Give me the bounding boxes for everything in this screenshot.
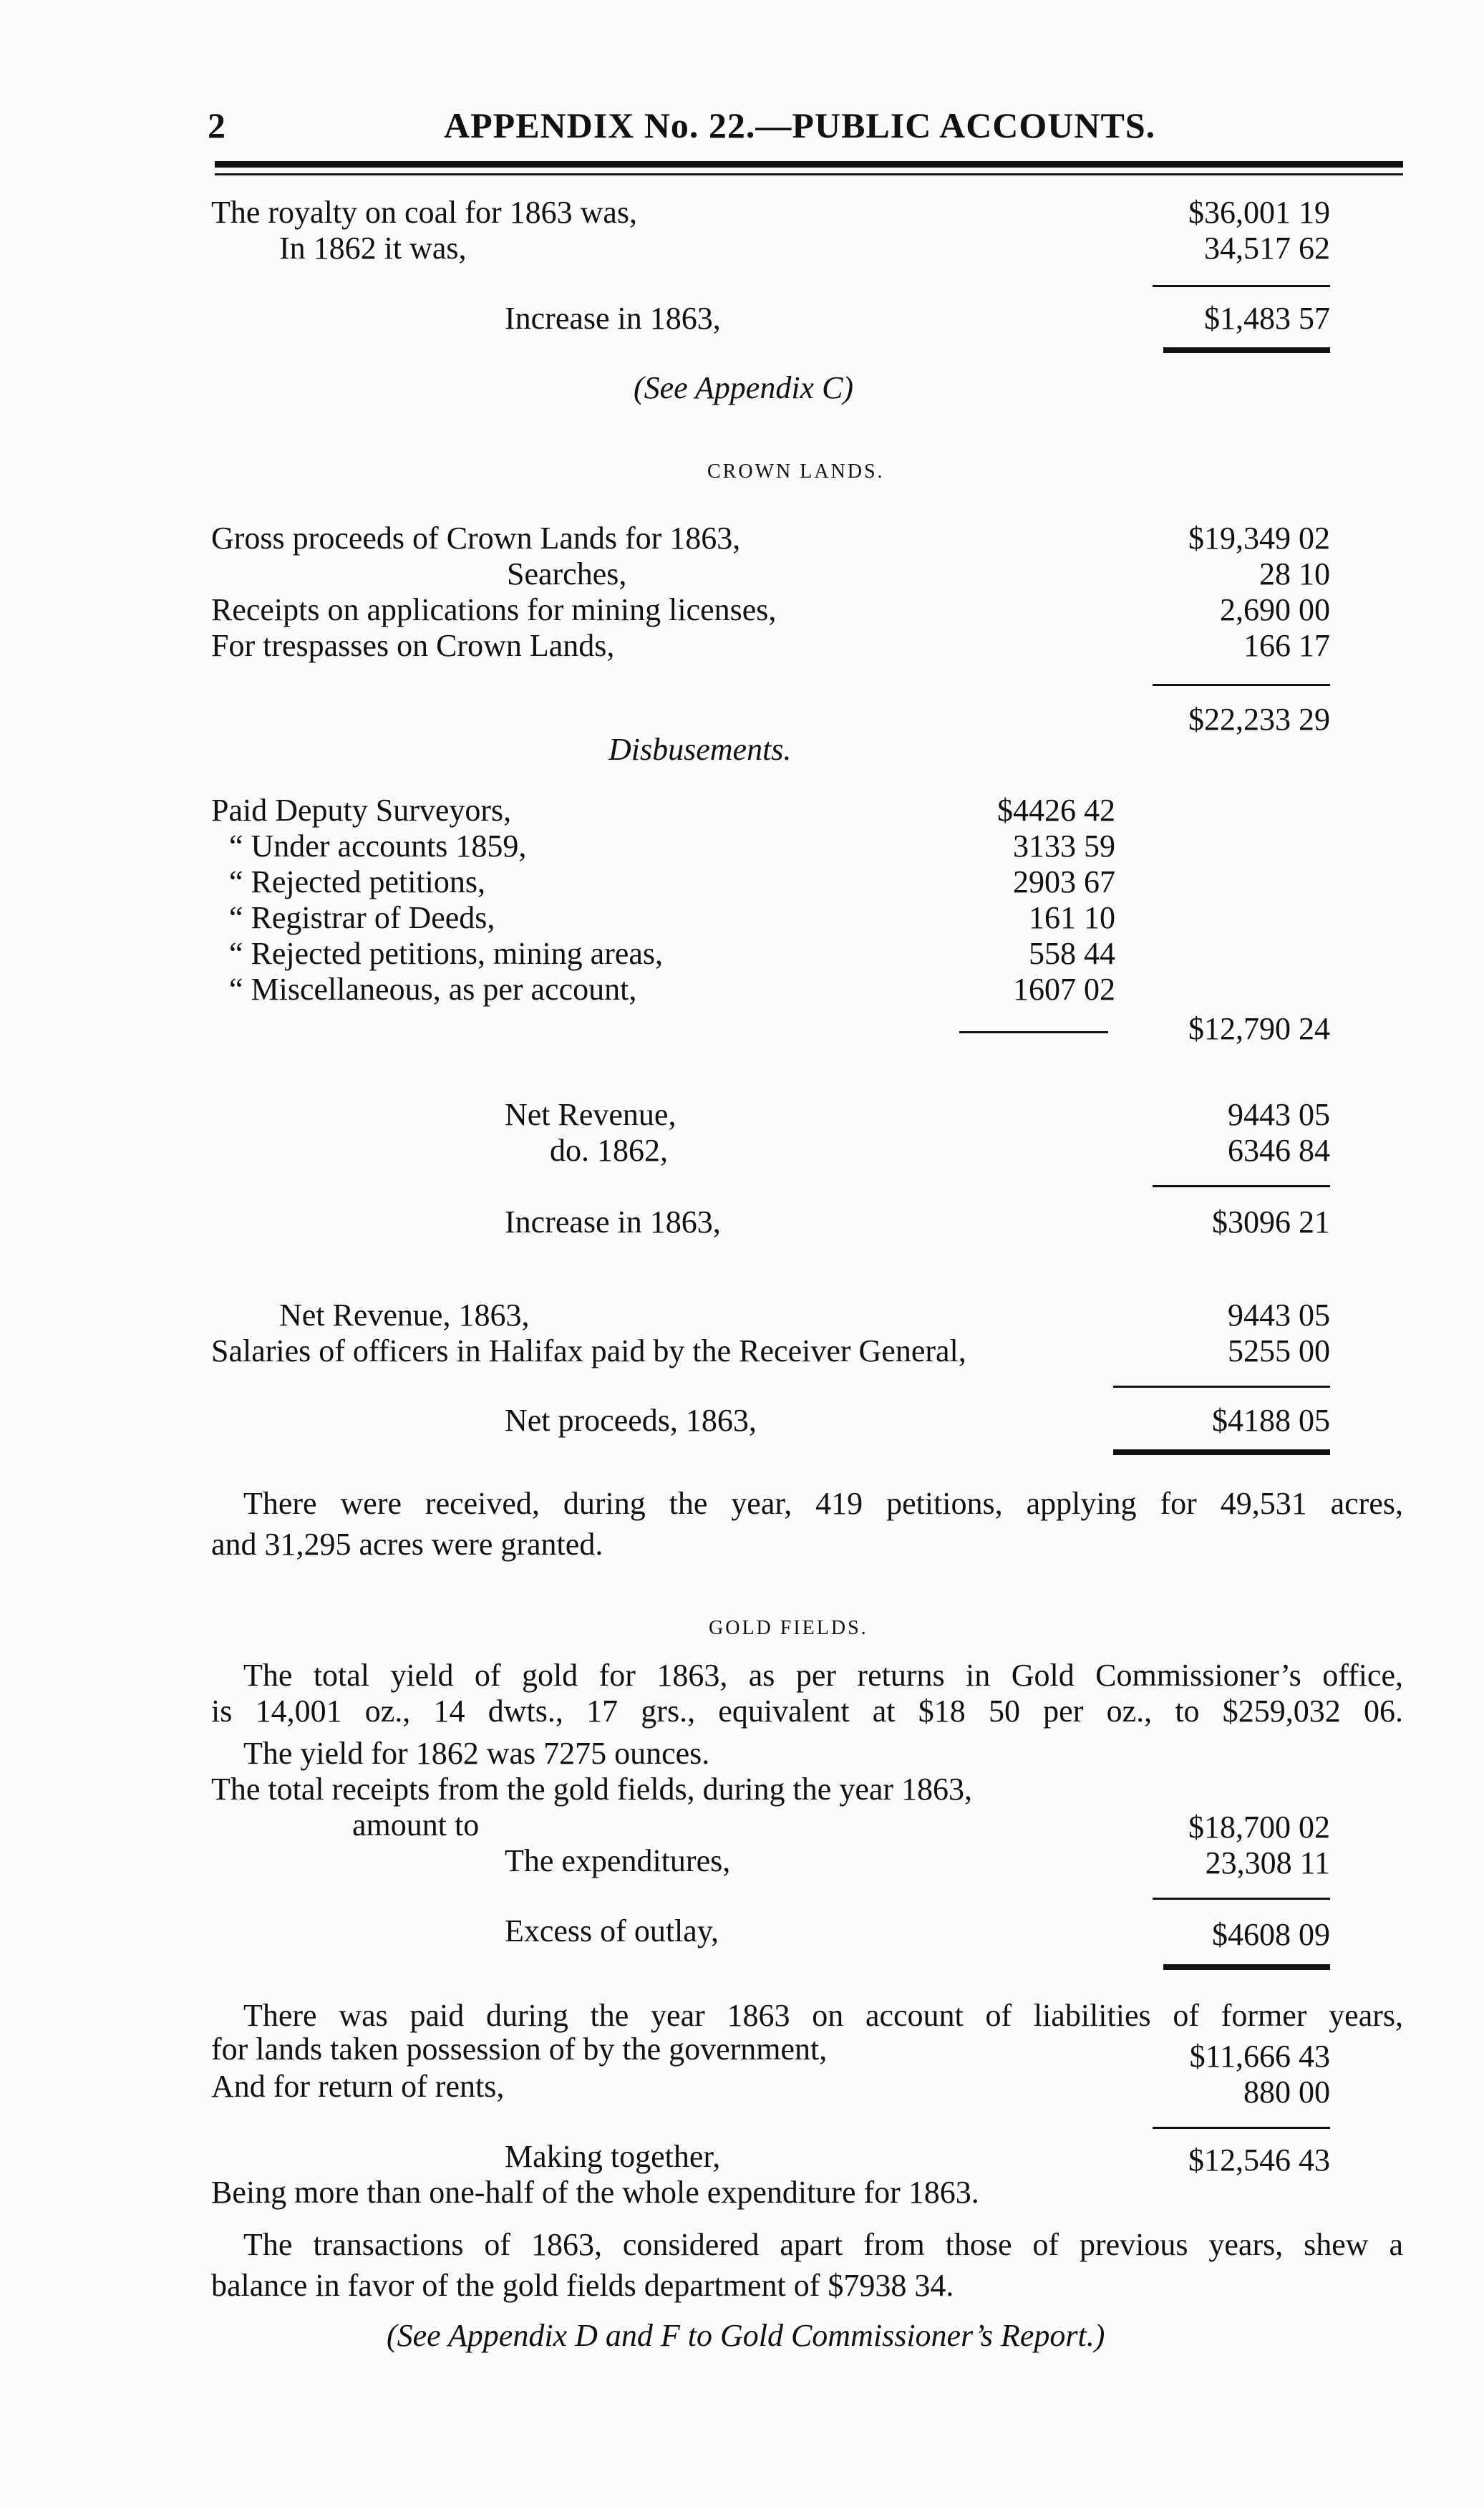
crown-row-label: Searches,: [507, 556, 627, 591]
disbursement-value: 161 10: [1029, 900, 1115, 935]
crown-row-value: 2,690 00: [1220, 592, 1330, 627]
coal-total-rule: [1163, 347, 1330, 353]
crown-row-value: 28 10: [1259, 556, 1330, 591]
transactions-line-1: The transactions of 1863, considered apart from those of previous years, shew a: [243, 2227, 1403, 2262]
paid-value: $11,666 43: [1189, 2039, 1330, 2074]
disbursement-label: “ Rejected petitions, mining areas,: [229, 936, 664, 971]
disbursement-value: 1607 02: [1013, 972, 1115, 1007]
crown-sum-rule: [1153, 684, 1330, 686]
expenditures-label: The expenditures,: [505, 1843, 731, 1878]
yield-line-3: The yield for 1862 was 7275 ounces.: [243, 1736, 710, 1771]
crown-lands-heading: CROWN LANDS.: [707, 460, 885, 483]
page-title: APPENDIX No. 22.—PUBLIC ACCOUNTS.: [444, 105, 1156, 145]
gold-fields-heading: GOLD FIELDS.: [709, 1617, 868, 1639]
crown-row-value: 166 17: [1243, 628, 1330, 663]
coal-increase-value: $1,483 57: [1204, 301, 1330, 336]
coal-value-1862: 34,517 62: [1204, 231, 1330, 266]
net-revenue-1863-label: Net Revenue, 1863,: [279, 1298, 530, 1333]
disbursement-label: Paid Deputy Surveyors,: [211, 793, 512, 828]
paid-line-2: for lands taken possession of by the government,: [211, 2032, 828, 2067]
crown-increase-value: $3096 21: [1212, 1204, 1330, 1240]
paid-line-1: There was paid during the year 1863 on account of liabilities of former years,: [243, 1998, 1403, 2033]
together-label: Making together,: [505, 2139, 721, 2174]
disbursement-total-value: $12,790 24: [1188, 1011, 1330, 1046]
being-line: Being more than one-half of the whole expenditure for 1863.: [211, 2175, 979, 2210]
petitions-line-1: There were received, during the year, 419 petitions, applying for 49,531 acres,: [243, 1486, 1403, 1521]
coal-see-appendix: (See Appendix C): [634, 370, 854, 405]
yield-line-2: is 14,001 oz., 14 dwts., 17 grs., equivalent at $18 50 per oz., to $259,032 06.: [211, 1694, 1403, 1729]
crown-row-label: Gross proceeds of Crown Lands for 1863,: [211, 521, 741, 556]
net-revenue-value: 9443 05: [1228, 1097, 1330, 1132]
header-rule-thick: [215, 161, 1403, 168]
net-revenue-1862-label: do. 1862,: [550, 1133, 668, 1168]
receipts-line-2: amount to: [352, 1807, 480, 1842]
disbursement-sum-rule: [959, 1031, 1108, 1033]
disbursement-label: “ Under accounts 1859,: [229, 829, 527, 864]
paid-paragraph: [211, 1998, 1403, 2034]
excess-value: $4608 09: [1212, 1917, 1330, 1952]
coal-line-1863: The royalty on coal for 1863 was,: [211, 195, 638, 230]
disbursement-value: 3133 59: [1013, 829, 1115, 864]
disbursement-value: $4426 42: [997, 793, 1115, 828]
yield-paragraph: [211, 1658, 1403, 1729]
net-revenue-label: Net Revenue,: [505, 1097, 676, 1132]
net-proceeds-total-rule: [1113, 1449, 1330, 1455]
coal-line-1862: In 1862 it was,: [279, 231, 467, 266]
net-revenue-1863-value: 9443 05: [1228, 1298, 1330, 1333]
disbursement-value: 558 44: [1029, 936, 1115, 971]
crown-total-value: $22,233 29: [1188, 702, 1330, 737]
together-rule: [1153, 2127, 1330, 2129]
salaries-label: Salaries of officers in Halifax paid by the Receiver General,: [211, 1333, 966, 1368]
excess-rule: [1153, 1898, 1330, 1900]
yield-line-1: The total yield of gold for 1863, as per returns in Gold Commissioner’s office,: [243, 1658, 1403, 1693]
crown-row-value: $19,349 02: [1188, 521, 1330, 556]
salaries-value: 5255 00: [1228, 1333, 1330, 1368]
receipts-value: $18,700 02: [1188, 1810, 1330, 1845]
receipts-line-1: The total receipts from the gold fields, during the year 1863,: [211, 1772, 973, 1807]
transactions-line-2: balance in favor of the gold fields department of $7938 34.: [211, 2268, 954, 2303]
disbursement-value: 2903 67: [1013, 864, 1115, 899]
gold-see-appendix: (See Appendix D and F to Gold Commissioner’s Report.): [387, 2318, 1105, 2353]
net-proceeds-label: Net proceeds, 1863,: [505, 1403, 757, 1438]
coal-value-1863: $36,001 19: [1188, 195, 1330, 230]
rents-label: And for return of rents,: [211, 2069, 505, 2104]
disbursement-label: “ Rejected petitions,: [229, 864, 485, 899]
net-proceeds-value: $4188 05: [1212, 1403, 1330, 1438]
coal-sum-rule: [1153, 285, 1330, 287]
crown-increase-label: Increase in 1863,: [505, 1204, 721, 1240]
disbursement-label: “ Miscellaneous, as per account,: [229, 972, 637, 1007]
coal-increase-label: Increase in 1863,: [505, 301, 721, 336]
disbursement-label: “ Registrar of Deeds,: [229, 900, 495, 935]
expenditures-value: 23,308 11: [1205, 1845, 1330, 1880]
page-number: 2: [208, 105, 226, 145]
excess-label: Excess of outlay,: [505, 1913, 719, 1948]
petitions-line-2: and 31,295 acres were granted.: [211, 1527, 603, 1562]
net-proceeds-rule: [1113, 1386, 1330, 1388]
header-rule-thin: [215, 173, 1403, 175]
transactions-paragraph: [211, 2227, 1403, 2263]
together-value: $12,546 43: [1188, 2143, 1330, 2178]
excess-total-rule: [1163, 1964, 1330, 1970]
rents-value: 880 00: [1243, 2074, 1330, 2110]
crown-increase-rule: [1153, 1185, 1330, 1187]
petitions-paragraph: [211, 1486, 1403, 1522]
crown-row-label: Receipts on applications for mining licenses,: [211, 592, 777, 627]
net-revenue-1862-value: 6346 84: [1228, 1133, 1330, 1168]
crown-row-label: For trespasses on Crown Lands,: [211, 628, 615, 663]
disbursements-heading: Disbusements.: [608, 732, 792, 767]
